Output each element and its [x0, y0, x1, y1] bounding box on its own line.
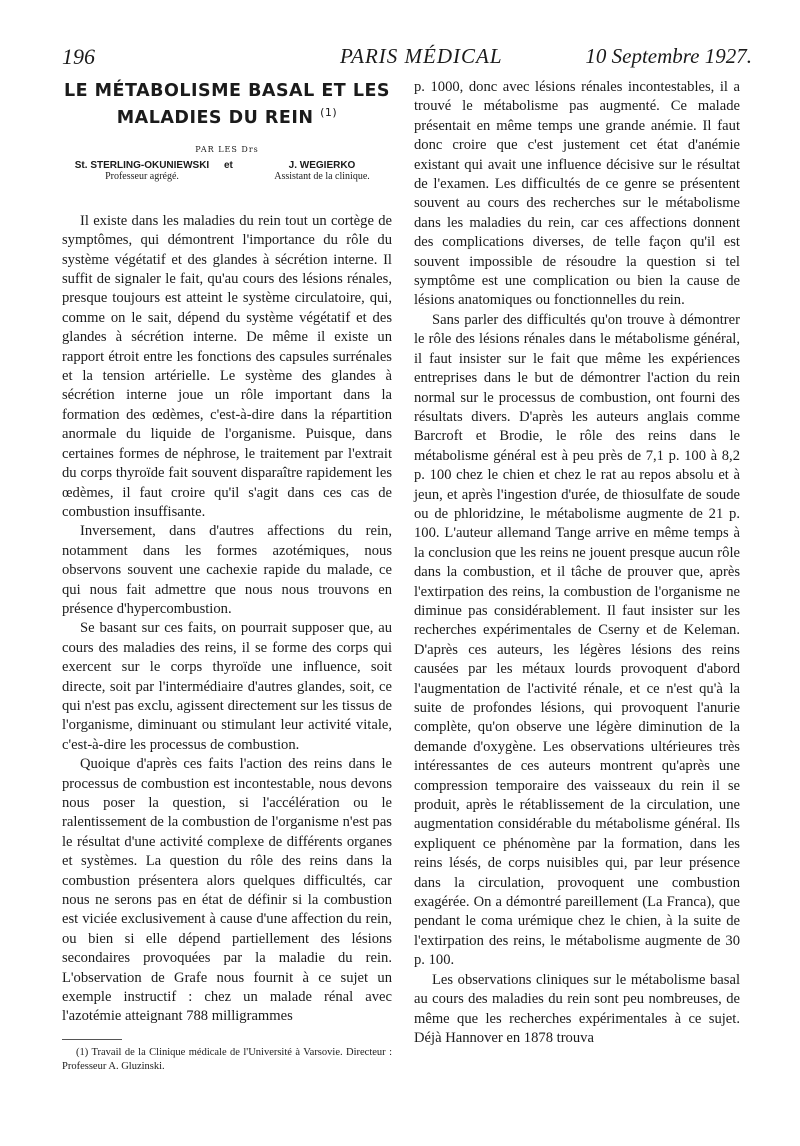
paragraph: Il existe dans les maladies du rein tout un cortège de symptômes, qui démontrent l'importance du rôle du système végétatif et des glandes à sécrétion interne. Il suffit de signaler le fait, qu'au cours des lésions rénales, presque toujours est atteint le système circulatoire, qui, comme on le sait, dépend du système végétatif et des glandes à sécrétion interne. De même il existe un rapport étroit entre les fonctions des capsules surrénales et la tension artérielle. Le système des glandes à sécrétion interne joue un rôle important dans la formation des œdèmes, c'est-à-dire dans la répartition anormale du liquide de l'organisme. Puisque, dans certaines formes de néphrose, le traitement par l'extrait du corps thyroïde fait souvent disparaître rapidement les œdèmes, il faut croire qu'il s'agit dans ces cas de combustion insuffisante.: [62, 212, 392, 520]
page-number: 196: [62, 44, 95, 69]
byline: PAR LES Drs: [195, 144, 259, 154]
paragraph: Les observations cliniques sur le métabolisme basal au cours des maladies du rein sont peu nombreuses, de même que les recherches expérimentales à ce sujet. Déjà Hannover en 1878 trouva: [414, 971, 740, 1046]
author-2-name: J. WEGIERKO: [288, 159, 356, 171]
paragraph: p. 1000, donc avec lésions rénales incontestables, il a trouvé le métabolisme pas augmenté. Ce malade présentait en même temps une grande anémie. Il faut donc croire que c'est justement cet état d'anémie existant qui avait une influence décisive sur le résultat de l'examen. Les difficultés de ce genre se présentent souvent au cours des recherches sur le métabolisme dans les maladies du rein, car ces affections donnent des complications diverses, de telle façon qu'il est souvent impossible de résoudre la question si tel symptôme est une complication ou bien la cause de lésions anatomiques ou fonctionnelles du rein.: [414, 79, 740, 309]
paragraph: Quoique d'après ces faits l'action des reins dans le processus de combustion est incontestable, nous devons nous poser la question, si l'accélération ou le ralentissement de la combustion de l'organisme n'est pas le résultat d'une activité complexe de différents organes et systèmes. La question du rôle des reins dans la combustion présentera alors quelques difficultés, car nous ne serons pas en état de définir si la combustion est viciée exclusivement à cause d'une affection du rein, ou bien si elle dépend partiellement des lésions secondaires provoquées par la maladie du rein. L'observation de Grafe nous fournit à ce sujet un exemple instructif : chez un malade rénal avec l'azotémie atteignant 788 milligrammes: [62, 756, 392, 1025]
running-header: [62, 44, 752, 74]
issue-date: 10 Septembre 1927.: [585, 44, 752, 68]
footnote-divider: [62, 1039, 122, 1040]
author-2: [252, 160, 392, 182]
right-column: [414, 78, 740, 1048]
title-footnote-marker: (1): [320, 106, 338, 119]
left-column: [62, 78, 392, 1074]
author-2-role: Assistant de la clinique.: [274, 170, 370, 182]
journal-title: PARIS MÉDICAL: [340, 44, 503, 68]
author-conjunction: et: [224, 159, 233, 171]
authors: [62, 160, 392, 190]
footnote: (1) Travail de la Clinique médicale de l'Université à Varsovie. Directeur : Professeur A. Gluzinski.: [62, 1046, 392, 1072]
paragraph: Sans parler des difficultés qu'on trouve à démontrer le rôle des lésions rénales dans le métabolisme général, il faut insister sur le fait que même les expériences entreprises dans le but de démontrer l'action du rein normal sur le processus de combustion, ont fourni des résultats divers. D'après les auteurs anglais comme Barcroft et Brodie, le rôle des reins dans le métabolisme général est à peu près de 7,1 p. 100 à 8,2 p. 100 chez le chien et chez le rat au repos absolu et à jeun, et après l'ingestion d'urée, de thiosulfate de soude ou de phloridzine, le métabolisme augmente de 21 p. 100. L'auteur allemand Tange arrive en même temps à la conclusion que les reins ne jouent presque aucun rôle dans la combustion, et il tâche de prouver que, après l'extirpation des reins, la combustion de l'organisme ne diminue pas considérablement. Il faut insister sur les recherches expérimentales de Cserny et de Keleman. D'après ces auteurs, les légères lésions des reins causées par les métaux lourds provoquent d'abord l'augmentation de l'activité rénale, et ce n'est qu'à la suite de profondes lésions, qui provoquent l'anurie complète, qu'on observe une légère diminution de la demande d'oxygène. Les observations ultérieures très intéressantes de ces auteurs montrent qu'après une compression temporaire des vaisseaux du rein il se produit, après le rétablissement de la circulation, une augmentation considérable du métabolisme général. Ils expliquent ce phénomène par la formation, dans les reins lésés, de corps nuisibles qui, par leur présence dans la circulation, provoquent une combustion exagérée. On a démontré pareillement (La Franca), que pendant le coma urémique chez le chien, à la suite de l'extirpation des reins, le métabolisme augmente de 30 p. 100.: [414, 311, 740, 969]
left-body: [62, 212, 392, 1027]
paragraph: Inversement, dans d'autres affections du rein, notamment dans les formes azotémiques, nous observons souvent une cachexie rapide du malade, ce qui nous fait admettre que nous nous trouvons en présence d'hypercombustion.: [62, 523, 392, 617]
author-1-name: St. STERLING-OKUNIEWSKI: [74, 159, 210, 171]
article-title-text: LE MÉTABOLISME BASAL ET LES MALADIES DU REIN: [63, 81, 391, 128]
right-body: [414, 78, 740, 1048]
author-1: [62, 160, 222, 182]
paragraph: Se basant sur ces faits, on pourrait supposer que, au cours des maladies des reins, il se forme des corps qui exercent sur le corps thyroïde une influence, soit directe, soit par l'intermédiaire d'autres glandes, soit, ce qui n'est pas exclu, agissent directement sur les tissus de l'organisme, diminuant ou stimulant leur activité vitale, c'est-à-dire les processus de combustion.: [62, 620, 392, 753]
article-title: [62, 80, 392, 129]
author-1-role: Professeur agrégé.: [105, 170, 179, 182]
